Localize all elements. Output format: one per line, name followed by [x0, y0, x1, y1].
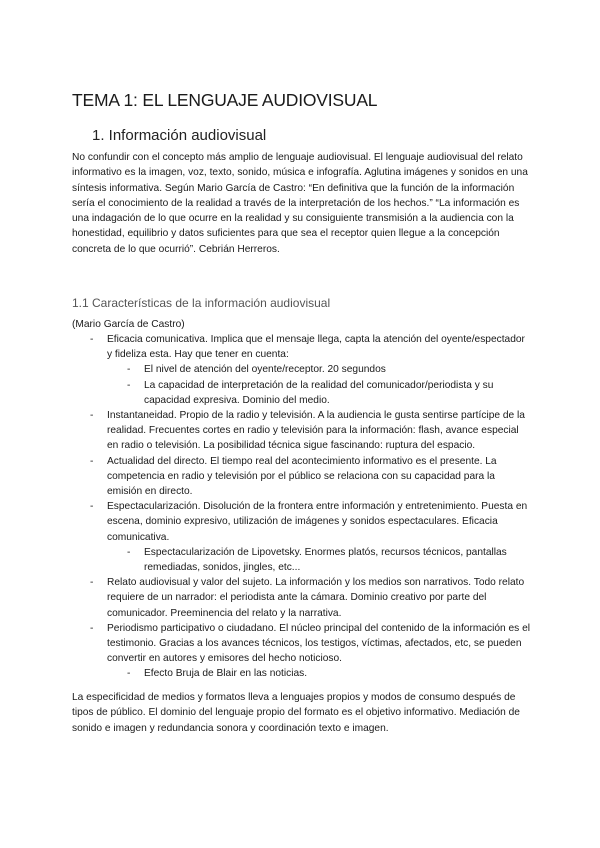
- list-item: [72, 621, 532, 682]
- list-item-text: Eficacia comunicativa. Implica que el mensaje llega, capta la atención del oyente/espectador y fideliza esta. Hay que tener en cuenta:: [107, 334, 525, 361]
- section-heading-informacion-audiovisual: 1. Información audiovisual: [92, 127, 267, 144]
- sub-list: [107, 362, 532, 408]
- list-item-text: Actualidad del directo. El tiempo real del acontecimiento informativo es el presente. La competencia en radio y televisión por el público se relaciona con su capacidad para la emisión en directo.: [107, 455, 497, 498]
- sub-list: [107, 666, 532, 681]
- list-item: [72, 332, 532, 408]
- list-item: [72, 575, 532, 621]
- list-item-text: Espectacularización. Disolución de la frontera entre información y entretenimiento. Puesta en escena, dominio expresivo, utilización de imágenes y sonidos espectaculares. Eficacia comunicativa.: [107, 501, 528, 543]
- sub-list-item: - El nivel de atención del oyente/receptor. 20 segundos: [107, 362, 532, 377]
- list-item-text: Relato audiovisual y valor del sujeto. La información y los medios son narrativos. Todo relato requiere de un narrador: el periodista ante la cámara. Dominio creativo por parte del comunicador. Preeminencia del relato y la narrativa.: [107, 577, 525, 619]
- characteristics-list: [72, 332, 532, 682]
- list-item: [72, 499, 532, 575]
- sub-list-item: - Efecto Bruja de Blair en las noticias.: [107, 666, 532, 681]
- list-item-text: Periodismo participativo o ciudadano. El núcleo principal del contenido de la información es el testimonio. Gracias a los avances técnicos, los testigos, víctimas, afectados, etc, se pueden convertir en autores y emisores del hecho noticioso.: [107, 622, 531, 665]
- list-item: [72, 454, 532, 500]
- intro-paragraph: No confundir con el concepto más amplio de lenguaje audiovisual. El lenguaje audiovisual del relato informativo es la imagen, voz, texto, sonido, música e infografía. Aglutina imágenes y sonidos en una síntesis informativa. Según Mario García de Castro: “En definitiva que la función de la información sería el conocimiento de la realidad a través de la interpretación de los hechos.” “La información es una indagación de lo que ocurre en la realidad y su consiguiente transmisión a la audiencia con la honestidad, equilibrio y datos suficientes para que sea el receptor quien llegue a la concepción concreta de lo que ocurrió”. Cebrián Herreros.: [72, 152, 528, 255]
- closing-paragraph: La especificidad de medios y formatos lleva a lenguajes propios y modos de consumo después de tipos de público. El dominio del lenguaje propio del formato es el objetivo informativo. Mediación de sonido e imagen y redundancia sonora y coordinación texto e imagen.: [72, 692, 520, 734]
- sub-list: [107, 545, 532, 575]
- list-item: [72, 408, 532, 454]
- list-item-text: Instantaneidad. Propio de la radio y televisión. A la audiencia le gusta sentirse partícipe de la realidad. Frecuentes cortes en radio y televisión para la información: flash, avance especial en radio o televisión. La posibilidad técnica sigue fascinando: ruptura del espacio.: [107, 410, 525, 452]
- attribution-text: (Mario García de Castro): [72, 319, 185, 330]
- document-title: TEMA 1: EL LENGUAJE AUDIOVISUAL: [72, 90, 378, 110]
- subsection-heading-caracteristicas: 1.1 Características de la información audiovisual: [72, 296, 331, 310]
- sub-list-item: - Espectacularización de Lipovetsky. Enormes platós, recursos técnicos, pantallas remediadas, sonidos, jingles, etc...: [107, 545, 532, 575]
- sub-list-item: - La capacidad de interpretación de la realidad del comunicador/periodista y su capacidad expresiva. Dominio del medio.: [107, 378, 532, 408]
